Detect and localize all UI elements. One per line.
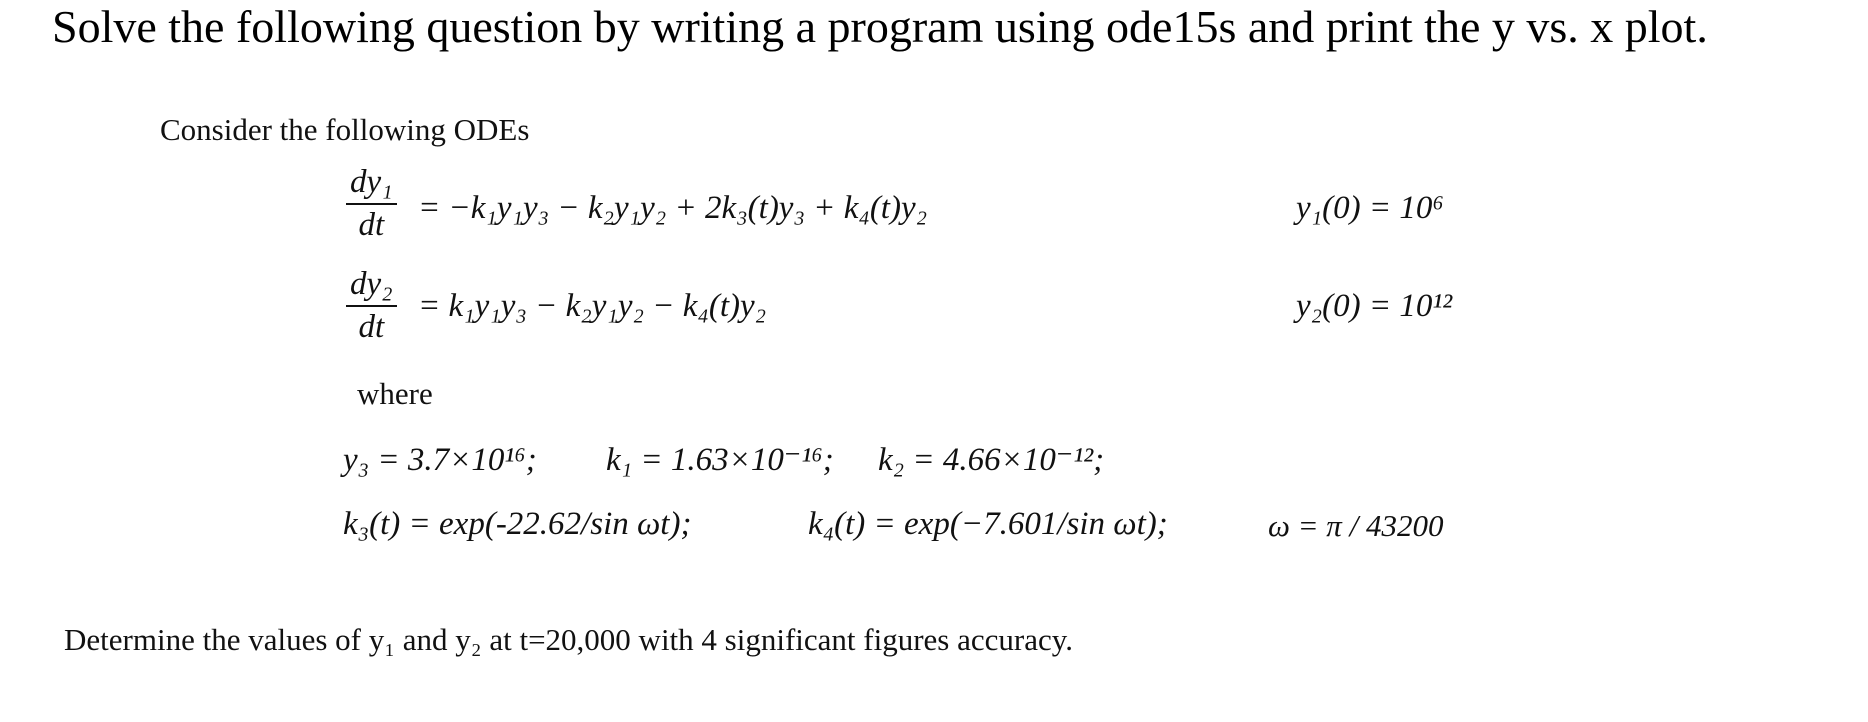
- problem-intro: Consider the following ODEs: [160, 112, 530, 147]
- rate-function-k3: k₃(t) = exp(-22.62/sin ωt);: [343, 506, 692, 542]
- eq1-denominator: dt: [358, 207, 385, 243]
- omega-definition: ω = π / 43200: [1268, 508, 1444, 543]
- where-label: where: [357, 376, 433, 411]
- eq2-derivative-fraction: [346, 266, 397, 346]
- eq1-numerator: dy₁: [350, 164, 393, 200]
- question-title: Solve the following question by writing a program using ode15s and print the y vs. x plot.: [52, 1, 1708, 52]
- constant-y3: y₃ = 3.7×10¹⁶;: [343, 442, 537, 478]
- eq1-fraction-bar: [346, 203, 397, 205]
- constant-k1: k₁ = 1.63×10⁻¹⁶;: [606, 442, 834, 478]
- rate-function-k4: k₄(t) = exp(−7.601/sin ωt);: [808, 506, 1168, 542]
- eq2-denominator: dt: [358, 309, 385, 345]
- eq1-rhs: = −k₁y₁y₃ − k₂y₁y₂ + 2k₃(t)y₃ + k₄(t)y₂: [418, 190, 928, 226]
- eq2-initial-condition: y₂(0) = 10¹²: [1296, 288, 1453, 324]
- eq2-numerator: dy₂: [350, 266, 393, 302]
- eq1-derivative-fraction: [346, 164, 397, 244]
- constant-k2: k₂ = 4.66×10⁻¹²;: [878, 442, 1105, 478]
- eq2-fraction-bar: [346, 305, 397, 307]
- eq2-rhs: = k₁y₁y₃ − k₂y₁y₂ − k₄(t)y₂: [418, 288, 767, 324]
- eq1-initial-condition: y₁(0) = 10⁶: [1296, 190, 1444, 226]
- task-statement: Determine the values of y₁ and y₂ at t=20,000 with 4 significant figures accuracy.: [64, 622, 1073, 657]
